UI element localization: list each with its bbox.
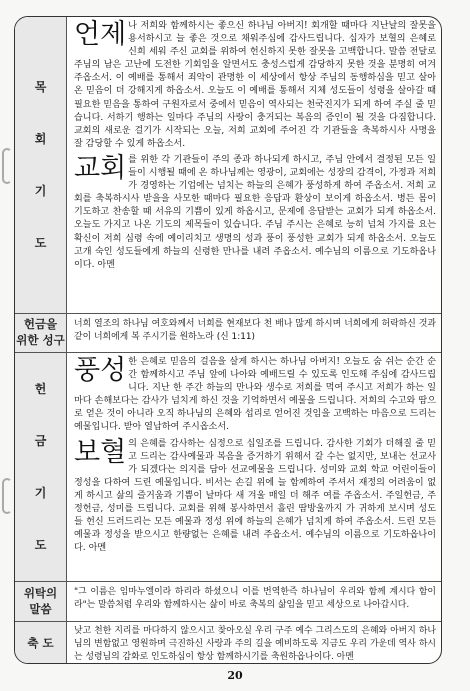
drop-cap: 풍성 [74,355,127,386]
paragraph-body: 한 은혜로 믿음의 걸음을 살게 하시는 하나님 아버지! 오늘도 숨 쉬는 순간 순간 함께하시고 주님 앞에 나아와 예배드릴 수 있도록 인도해 주심에 감사드립니다. 지난 한 주간 하늘의 만나와 생수로 저희를 먹여 주시고 저희가 하는 일마다 손해보다는 감사가 넘치게 하신 것을 기억하면서 예물을 드립니다. 저희의 수고와 땀으로 얻은 것이 아니라 오직 하나님의 은혜와 섭리로 얻어진 것임을 고백하는 마음으로 드리는 예물입니다. 받아 열납하여 주시옵소서. [74,357,436,433]
benediction-text: 낮고 천한 지리를 마다하지 않으시고 찾아오실 우리 구주 예수 그리스도의 은혜와 아버지 하나님의 변함없고 영원하며 극진하신 사랑과 주의 길을 예비하도록 지금도 우리 가운데 역사 하시는 성령님의 감화로 인도하심이 항상 함께하시기를 축원하옵나이다. 아멘 [74,626,436,663]
label-char: 기 [34,184,47,198]
paragraph-body: 를 위한 각 기관들이 주의 종과 하나되게 하시고, 주님 안에서 결정된 모든 일들이 시행될 때에 온 하나님께는 영광이, 교회에는 성장의 감격이, 가정과 저희가 경영하는 기업에는 넘치는 하늘의 은혜가 풍성하게 하여 주옵소서. 저희 교회를 축복하시사 받을을 사모한 때마다 필요한 응답과 환상이 보이게 하옵소서. 병든 몸이 기도하고 찬송할 때 서유의 기쁨이 있게 하옵시고, 문제에 응답받는 교회가 되게 하옵소서. 오늘도 가지고 나온 기도의 제목들이 있습니다. 주님 주시는 은혜로 능히 넘쳐 가지를 요는 확신이 저희 심령 속에 예이리치고 생명의 성과 풍이 풍성한 교회가 되게 하옵소서. 오늘도 고개 숙인 성도들에게 하늘의 신령한 만나를 내려 주옵소서. 예수님의 이름으로 기도하옵나이다. 아멘 [74,154,436,270]
label-char: 도 [34,538,47,553]
label-char: 기 [34,486,47,500]
label-char: 헌 [34,381,47,396]
commission-label: 위탁의 말씀 [15,582,67,621]
offering-verse-text: 너희 열조의 하나님 여호와께서 너희를 현재보다 천 배나 많게 하시며 너희에게 허락하신 것과 같이 너희에게 복 주시기를 원하노라 (신 1:11) [74,319,436,343]
pastoral-prayer-text [67,17,441,313]
paragraph-body: 의 은혜를 감사하는 심정으로 십일조를 드립니다. 감사한 기회가 더해질 줄 믿고 드리는 감사예물과 복음을 증거하기 위해서 갈 수는 없지만, 보내는 선교사가 되겠다는 의지를 담아 선교예물을 드립니다. 성미와 교회 학교 어린이들이 정성을 다하여 드린 예물입니다. 비서는 손길 위에 늘 함께하여 주셔서 재정의 어려움이 없게 하시고 삶의 즐거움과 기쁨이 날마다 새 겨울 매일 더 해주 여를 주옵소서. 주일헌금, 주정헌금, 성미를 드립니다. 교회를 위해 봉사하면서 흘린 땀방울까지 가 귀하게 보시며 성도들 헌신 드러드리는 모든 예물과 정성 위에 하늘의 은혜가 넘치게 하여 주옵소서. 드린 모든 예물과 정성을 받으시고 한량없는 은혜를 내려 주옵소서. 예수님의 이름으로 기도하옵나이다. 아멘 [74,438,436,554]
benediction-label: 축 도 [15,622,67,664]
drop-cap: 교회 [74,152,127,184]
page-number: 20 [227,669,243,682]
pastoral-prayer-section [15,17,441,313]
prayer-paragraph [74,356,436,435]
paragraph-body: 나 저희와 함께하시는 좋으신 하나님 아버지! 회개할 때마다 지난날의 잘못을 용서하시고 늘 좋은 것으로 채워주심에 감사드립니다. 십자가 보혈의 은혜로 신희 세워 주신 교회를 위하여 헌신하지 못한 잘못을 고백합니다. 말씀 전달로 주님의 남은 고난에 도전한 기회임을 알면서도 충성스럽게 감당하지 못한 것을 분명히 여겨 주옵소서. 이 예배를 통해서 죄악이 관명한 이 세상에서 항상 주님의 동행하심을 믿고 살아온 믿음이 더 강해지게 하옵소서. 오늘도 이 예배를 통해서 지체 성도들이 성령을 살아갈 때 필요한 믿음을 통하여 구원자로서 중에서 믿음이 역사되는 천국진지가 되게 하여 주실 줄 믿습니다. 서하기 행하는 일마다 주님의 사랑이 충거되는 복음의 증인이 될 것을 다짐합니다. 교회의 새로운 걸기가 시작되는 오늘, 저희 교회에 주어진 각 기관들을 축복하시사 사명을 잘 감당할 수 있게 하옵소서. [74,21,436,149]
offering-verse-section [15,313,441,352]
drop-cap: 보혈 [74,436,127,468]
benediction-section [15,621,441,664]
offering-verse-label: 헌금을 위한 성구 [15,314,67,352]
label-char: 목 [34,79,47,94]
label-char: 금 [34,433,47,448]
label-char: 도 [34,236,47,251]
prayer-paragraph [74,20,436,151]
prayer-paragraph [74,438,436,556]
binder-ring [2,478,12,514]
worship-order-frame [14,16,442,664]
drop-cap: 언제 [74,19,127,50]
label-char: 회 [34,131,47,146]
commission-text: "그 이름은 임마누엘이라 하리라 하셨으니 이를 번역한즉 하나님이 우리와 함께 계시다 함이라"는 말씀처럼 우리와 함께하시는 삶이 바로 축복의 삶임을 믿고 세상으로 나아갑시다. [74,587,436,611]
prayer-paragraph [74,154,436,272]
binder-ring [2,148,12,184]
pastoral-prayer-label [15,17,67,313]
offering-prayer-label [15,353,67,581]
offering-prayer-section [15,352,441,581]
commission-section [15,581,441,621]
offering-prayer-text [67,353,441,581]
